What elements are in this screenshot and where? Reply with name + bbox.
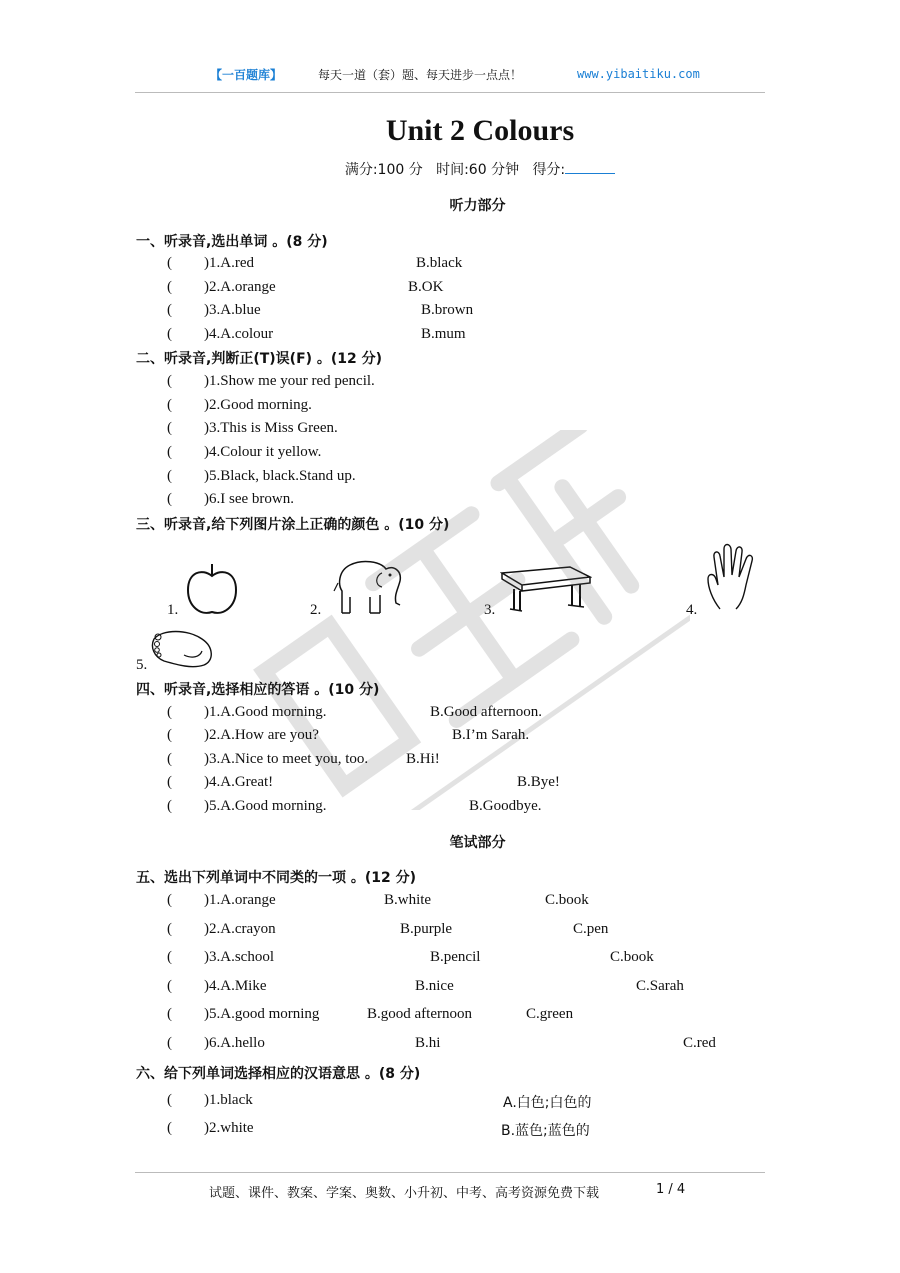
option-b: B.OK — [408, 279, 444, 295]
hand-icon[interactable] — [704, 543, 764, 613]
section-5-title: 五、选出下列单词中不同类的一项 。(12 分) — [136, 870, 417, 886]
answer-paren[interactable]: ( — [167, 491, 172, 507]
answer-paren[interactable]: ( — [167, 1120, 172, 1136]
answer-paren[interactable]: ( — [167, 751, 172, 767]
answer-paren[interactable]: ( — [167, 302, 172, 318]
option-b: B.I’m Sarah. — [452, 727, 530, 743]
time-limit: 时间:60 分钟 — [436, 162, 520, 178]
section-6-title: 六、给下列单词选择相应的汉语意思 。(8 分) — [136, 1066, 421, 1082]
picture-label: 3. — [484, 602, 496, 618]
question-text: )1.A.orange — [204, 892, 276, 908]
answer-paren[interactable]: ( — [167, 1092, 172, 1108]
question-text: )4.A.Mike — [204, 978, 267, 994]
option-meaning: A.白色;白色的 — [503, 1095, 592, 1111]
option-c: C.book — [545, 892, 589, 908]
header-divider — [135, 92, 765, 93]
option-c: C.Sarah — [636, 978, 684, 994]
option-b: B.pencil — [430, 949, 481, 965]
question-text: )2.A.How are you? — [204, 727, 319, 743]
answer-paren[interactable]: ( — [167, 949, 172, 965]
option-c: C.pen — [573, 921, 609, 937]
question-text: )2.white — [204, 1120, 254, 1136]
question-text: )5.A.Good morning. — [204, 798, 327, 814]
section-3-title: 三、听录音,给下列图片涂上正确的颜色 。(10 分) — [136, 517, 450, 533]
answer-paren[interactable]: ( — [167, 255, 172, 271]
option-c: C.book — [610, 949, 654, 965]
footer-divider — [135, 1172, 765, 1173]
section-2-title: 二、听录音,判断正(T)误(F) 。(12 分) — [136, 351, 383, 367]
question-text: )2.Good morning. — [204, 397, 312, 413]
question-text: )3.A.school — [204, 949, 274, 965]
option-c: C.red — [683, 1035, 716, 1051]
option-b: B.Goodbye. — [469, 798, 542, 814]
score-label: 得分: — [532, 162, 566, 178]
writing-part-heading: 笔试部分 — [449, 835, 506, 851]
question-text: )2.A.crayon — [204, 921, 276, 937]
answer-paren[interactable]: ( — [167, 978, 172, 994]
score-line — [0, 159, 900, 179]
foot-icon[interactable] — [148, 625, 216, 671]
answer-paren[interactable]: ( — [167, 468, 172, 484]
picture-label: 2. — [310, 602, 322, 618]
answer-paren[interactable]: ( — [167, 279, 172, 295]
question-text: )4.Colour it yellow. — [204, 444, 322, 460]
option-b: B.mum — [421, 326, 466, 342]
question-text: )6.A.hello — [204, 1035, 265, 1051]
option-b: B.hi — [415, 1035, 441, 1051]
answer-paren[interactable]: ( — [167, 798, 172, 814]
question-text: )1.A.red — [204, 255, 254, 271]
option-b: B.black — [416, 255, 463, 271]
answer-paren[interactable]: ( — [167, 1006, 172, 1022]
answer-paren[interactable]: ( — [167, 444, 172, 460]
option-b: B.nice — [415, 978, 454, 994]
picture-label: 5. — [136, 657, 148, 673]
picture-label: 1. — [167, 602, 179, 618]
option-b: B.Bye! — [517, 774, 560, 790]
picture-label: 4. — [686, 602, 698, 618]
answer-paren[interactable]: ( — [167, 373, 172, 389]
question-text: )3.This is Miss Green. — [204, 420, 338, 436]
footer-text: 试题、课件、教案、学案、奥数、小升初、中考、高考资源免费下载 — [209, 1186, 600, 1201]
option-meaning: B.蓝色;蓝色的 — [501, 1123, 590, 1139]
section-4-title: 四、听录音,选择相应的答语 。(10 分) — [136, 682, 380, 698]
full-score: 满分:100 分 — [344, 162, 423, 178]
listening-part-heading: 听力部分 — [449, 198, 506, 214]
answer-paren[interactable]: ( — [167, 326, 172, 342]
page-number: 1 / 4 — [656, 1182, 686, 1197]
answer-paren[interactable]: ( — [167, 704, 172, 720]
question-text: )2.A.orange — [204, 279, 276, 295]
header-brand: 【一百题库】 — [210, 68, 283, 82]
option-b: B.white — [384, 892, 432, 908]
question-text: )5.A.good morning — [204, 1006, 320, 1022]
question-text: )1.black — [204, 1092, 253, 1108]
option-b: B.Good afternoon. — [430, 704, 543, 720]
answer-paren[interactable]: ( — [167, 921, 172, 937]
page-title: Unit 2 Colours — [385, 114, 575, 147]
header-url[interactable]: www.yibaitiku.com — [577, 67, 700, 81]
question-text: )6.I see brown. — [204, 491, 294, 507]
answer-paren[interactable]: ( — [167, 397, 172, 413]
header-slogan: 每天一道（套）题、每天进步一点点！ — [318, 68, 523, 82]
option-b: B.Hi! — [406, 751, 440, 767]
option-c: C.green — [526, 1006, 574, 1022]
answer-paren[interactable]: ( — [167, 892, 172, 908]
question-text: )1.Show me your red pencil. — [204, 373, 375, 389]
section-1-title: 一、听录音,选出单词 。(8 分) — [136, 234, 328, 250]
question-text: )1.A.Good morning. — [204, 704, 327, 720]
answer-paren[interactable]: ( — [167, 774, 172, 790]
answer-paren[interactable]: ( — [167, 420, 172, 436]
answer-paren[interactable]: ( — [167, 727, 172, 743]
option-b: B.purple — [400, 921, 453, 937]
question-text: )4.A.Great! — [204, 774, 274, 790]
question-text: )3.A.Nice to meet you, too. — [204, 751, 369, 767]
score-blank[interactable] — [565, 173, 615, 174]
question-text: )4.A.colour — [204, 326, 274, 342]
option-b: B.good afternoon — [367, 1006, 472, 1022]
question-text: )5.Black, black.Stand up. — [204, 468, 356, 484]
answer-paren[interactable]: ( — [167, 1035, 172, 1051]
question-text: )3.A.blue — [204, 302, 261, 318]
option-b: B.brown — [421, 302, 474, 318]
